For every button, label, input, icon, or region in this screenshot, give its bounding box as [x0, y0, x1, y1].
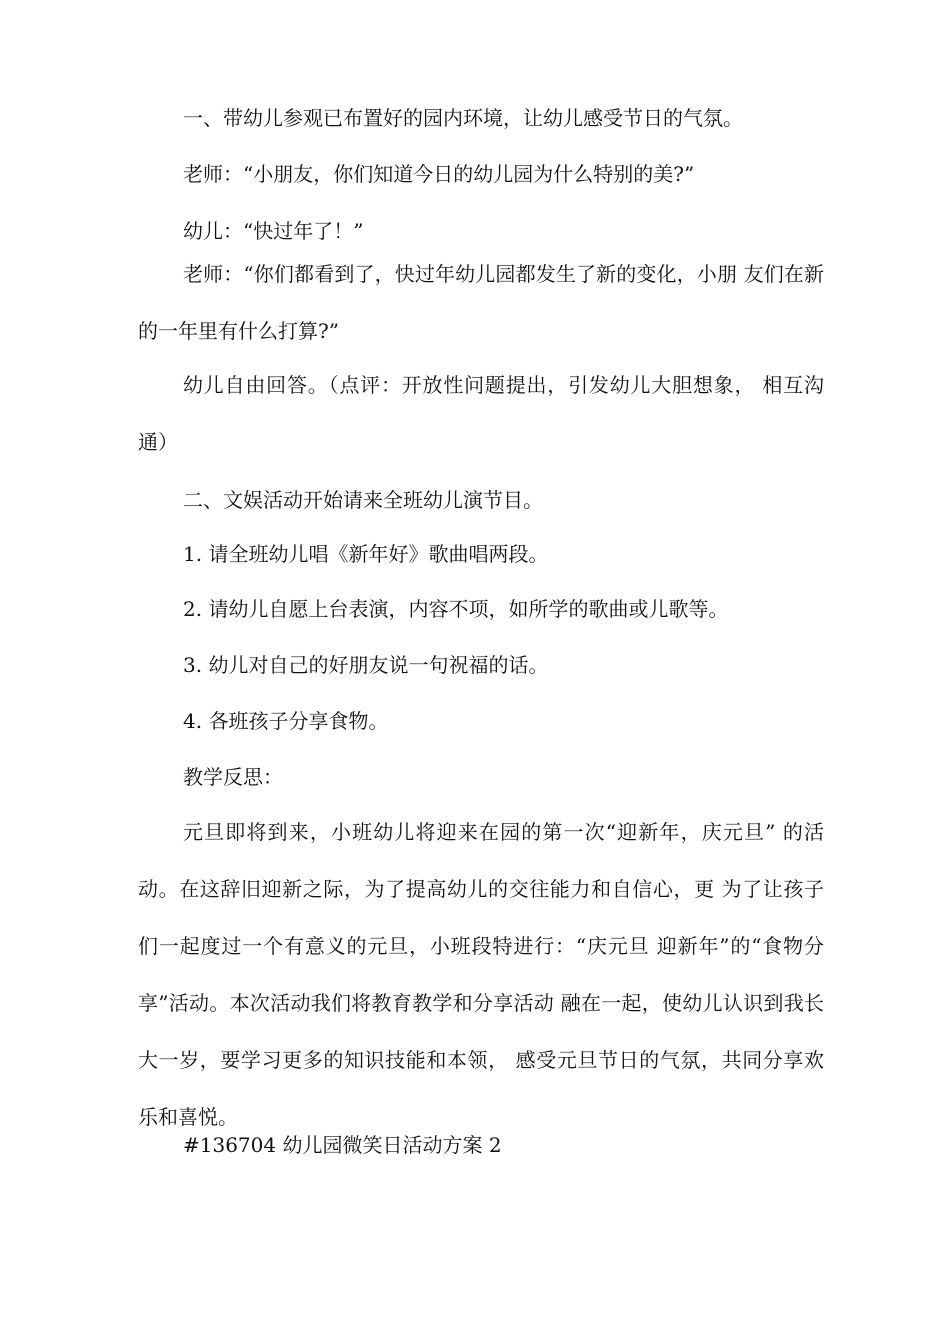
paragraph-10: 4. 各班孩子分享食物。 — [183, 709, 389, 733]
paragraph-2: 老师：“小朋友，你们知道今日的幼儿园为什么特别的美?” — [183, 162, 695, 186]
paragraph-7: 1. 请全班幼儿唱《新年好》歌曲唱两段。 — [183, 542, 549, 566]
paragraph-12: 元旦即将到来，小班幼儿将迎来在园的第一次“迎新年，庆元旦” 的活动。在这辞旧迎新之际，为了提高幼儿的交往能力和自信心，更 为了让孩子们一起度过一个有意义的元旦，小班段特进行：“庆元旦 迎新年”的“食物分享”活动。本次活动我们将教育教学和分享活动 融在一起，使幼儿认识到我长大一岁，要学习更多的知识技能和本领， 感受元旦节日的气氛，共同分享欢乐和喜悦。 — [138, 820, 824, 1129]
paragraph-1: 一、带幼儿参观已布置好的园内环境，让幼儿感受节日的气氛。 — [183, 106, 743, 130]
paragraph-8: 2. 请幼儿自愿上台表演，内容不项，如所学的歌曲或儿歌等。 — [183, 597, 729, 621]
paragraph-6: 二、文娱活动开始请来全班幼儿演节目。 — [183, 488, 543, 512]
document-footer: #136704 幼儿园微笑日活动方案 2 — [183, 1133, 502, 1157]
paragraph-9: 3. 幼儿对自己的好朋友说一句祝福的话。 — [183, 653, 549, 677]
paragraph-4: 老师：“你们都看到了，快过年幼儿园都发生了新的变化，小朋 友们在新的一年里有什么打算?” — [138, 262, 824, 343]
paragraph-3: 幼儿：“快过年了！” — [183, 219, 364, 243]
paragraph-11: 教学反思： — [183, 765, 283, 789]
paragraph-5: 幼儿自由回答。（点评：开放性问题提出，引发幼儿大胆想象， 相互沟通） — [138, 373, 824, 454]
